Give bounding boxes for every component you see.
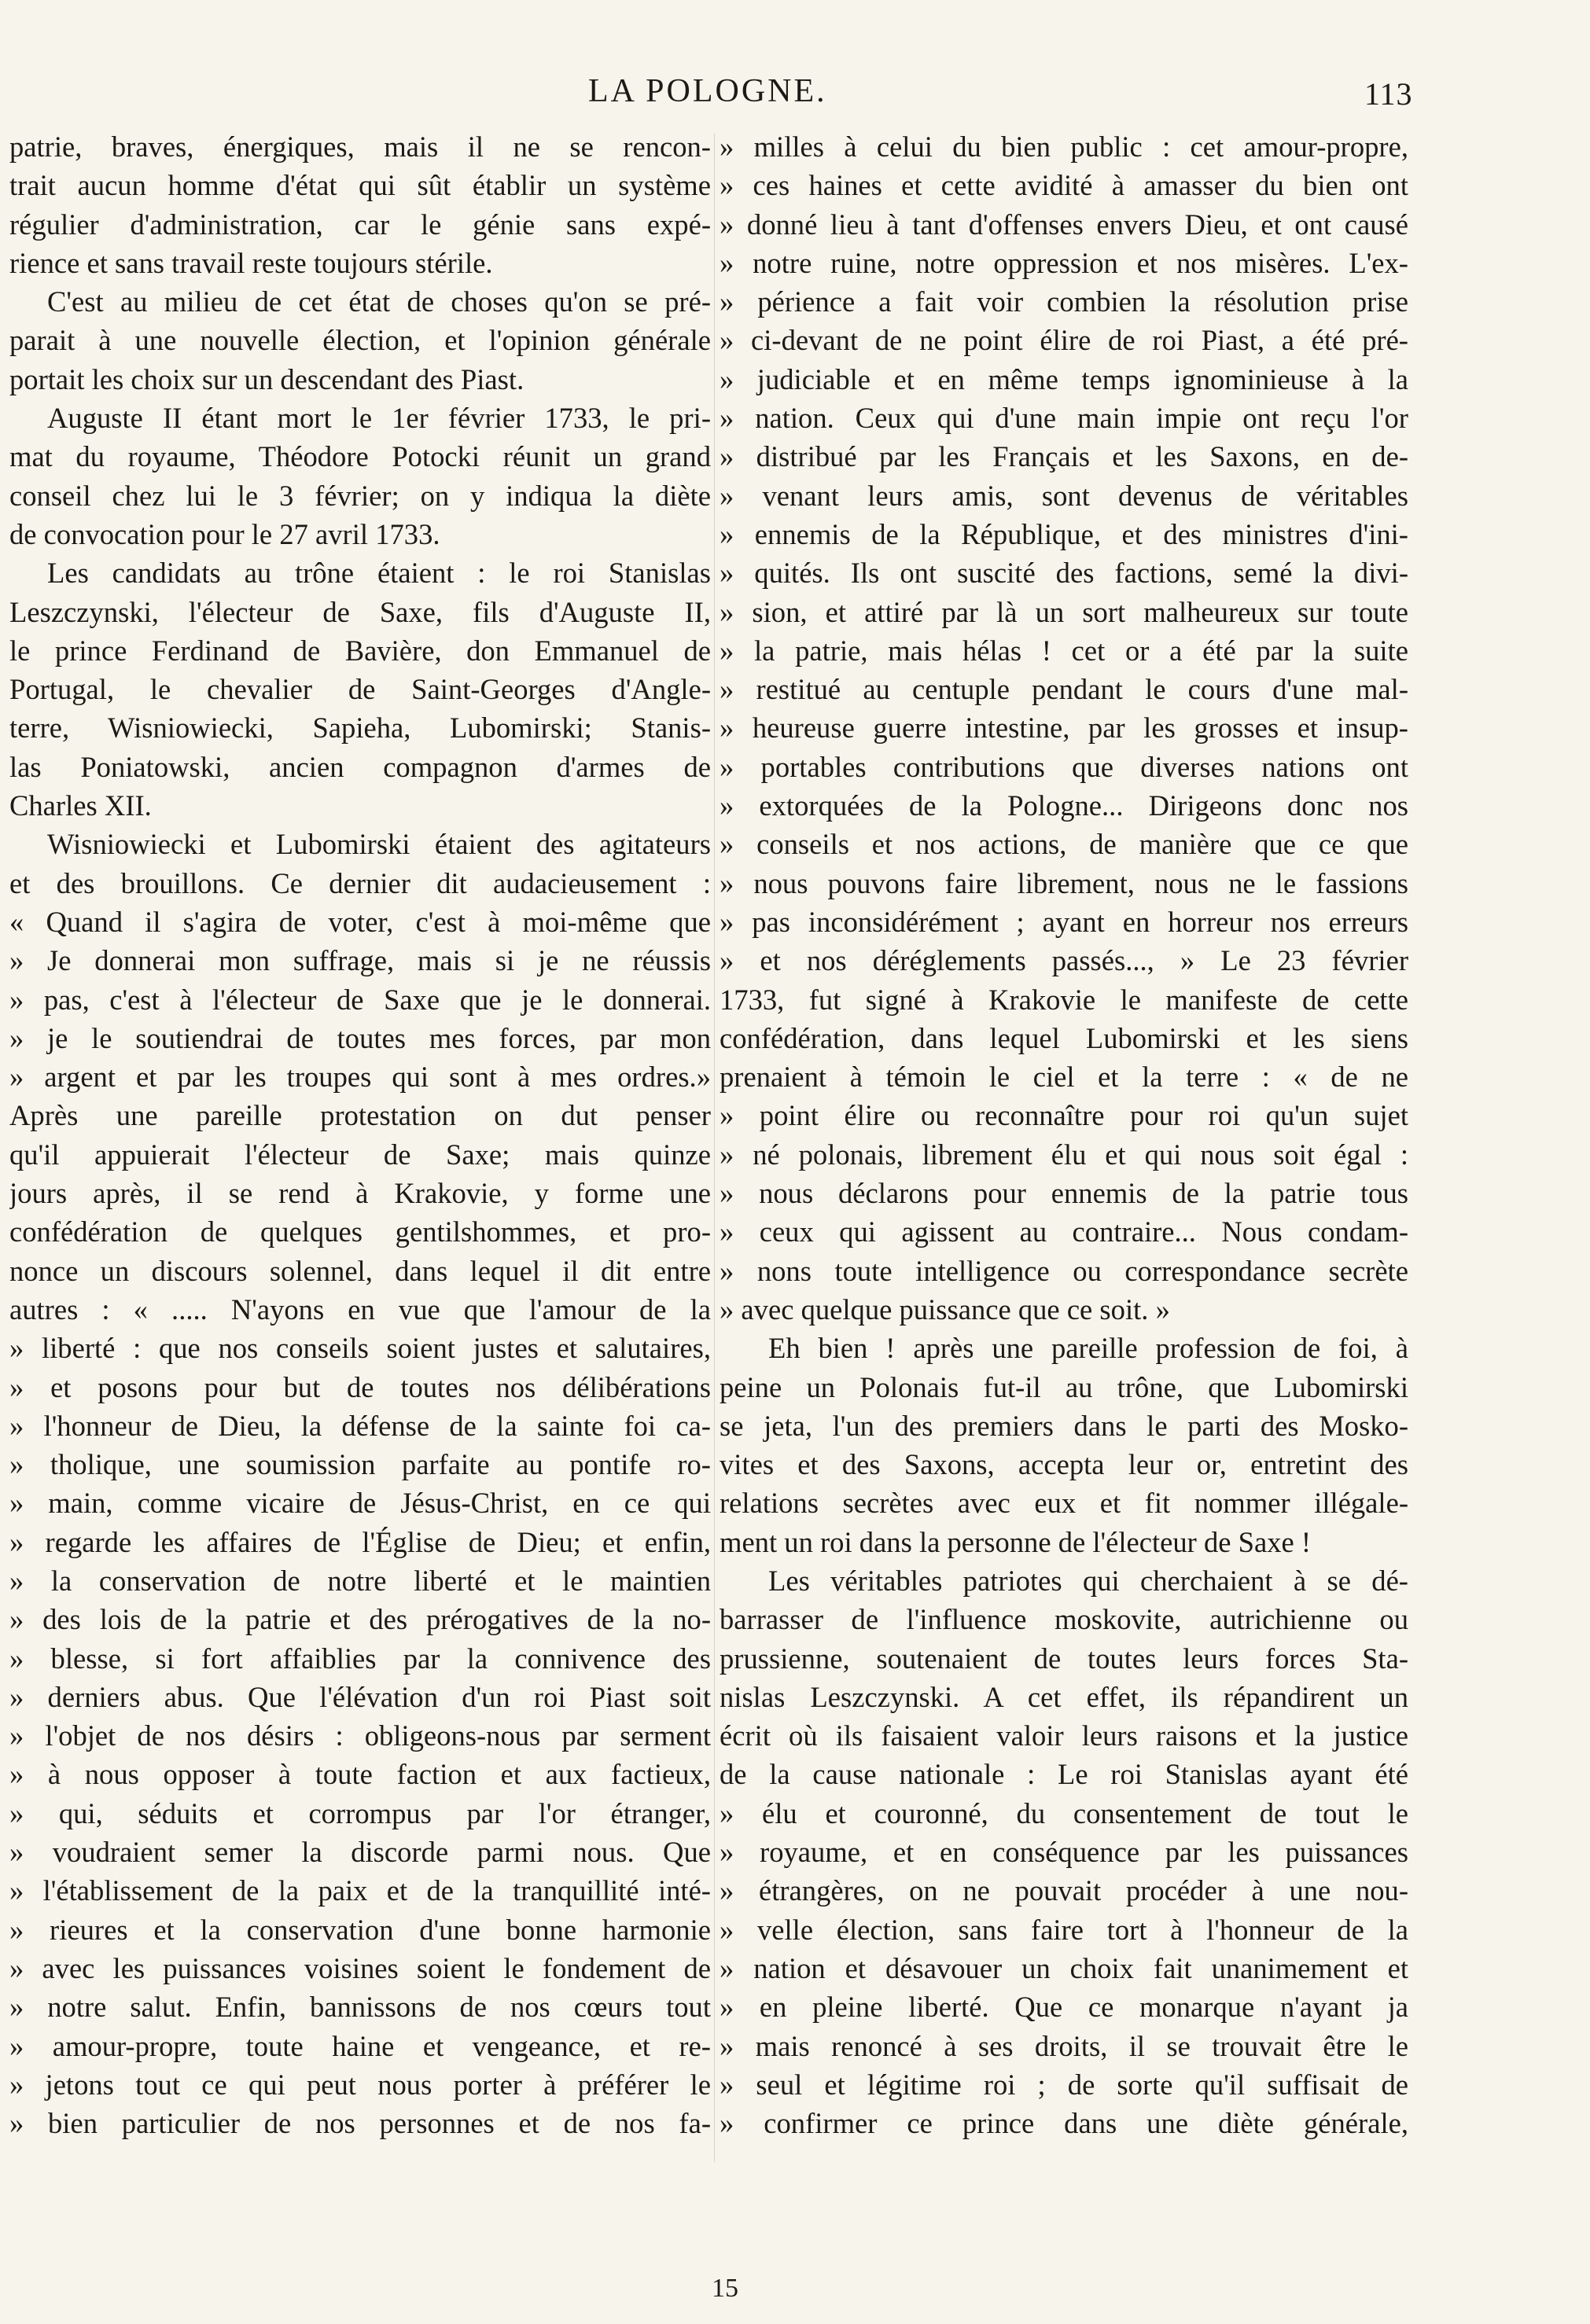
text-line: « Quand il s'agira de voter, c'est à moi-même que: [9, 905, 711, 938]
text-line: » notre ruine, notre oppression et nos misères. L'ex-: [720, 246, 1408, 279]
text-line: rience et sans travail reste toujours stérile.: [9, 246, 493, 279]
text-line: trait aucun homme d'état qui sût établir un système: [9, 169, 711, 202]
signature-mark: 15: [712, 2274, 738, 2303]
text-line: » nation et désavouer un choix fait unanimement et: [720, 1951, 1408, 1984]
text-line: » ceux qui agissent au contraire... Nous condam-: [720, 1215, 1408, 1248]
text-line: conseil chez lui le 3 février; on y indiqua la diète: [9, 479, 711, 512]
text-line: » et nos déréglements passés..., » Le 23 février: [720, 944, 1408, 977]
text-line: » élu et couronné, du consentement de tout le: [720, 1796, 1408, 1829]
text-line: Portugal, le chevalier de Saint-Georges d'Angle-: [9, 673, 711, 706]
text-line: » portables contributions que diverses nations ont: [720, 750, 1408, 783]
text-line: » nation. Ceux qui d'une main impie ont reçu l'or: [720, 402, 1408, 435]
text-line: prenaient à témoin le ciel et la terre : « de ne: [720, 1061, 1408, 1094]
text-line: » je le soutiendrai de toutes mes forces, par mon: [9, 1021, 711, 1054]
text-line: las Poniatowski, ancien compagnon d'armes de: [9, 750, 711, 783]
text-line: » voudraient semer la discorde parmi nous. Que: [9, 1836, 711, 1869]
text-line: » tholique, une soumission parfaite au pontife ro-: [9, 1448, 711, 1481]
text-line: relations secrètes avec eux et fit nommer illégale-: [720, 1487, 1408, 1520]
text-line: » l'honneur de Dieu, la défense de la sainte foi ca-: [9, 1409, 711, 1442]
text-line: ment un roi dans la personne de l'électeur de Saxe !: [720, 1525, 1312, 1558]
running-title: LA POLOGNE.: [588, 73, 827, 109]
right-column: [720, 127, 1408, 2142]
text-line: de convocation pour le 27 avril 1733.: [9, 517, 440, 550]
text-line: régulier d'administration, car le génie sans expé-: [9, 208, 711, 241]
text-line: nonce un discours solennel, dans lequel il dit entre: [9, 1254, 711, 1287]
text-line: » judiciable et en même temps ignominieuse à la: [720, 362, 1408, 395]
text-line: » regarde les affaires de l'Église de Dieu; et enfin,: [9, 1525, 711, 1558]
text-line: » sion, et attiré par là un sort malheureux sur toute: [720, 595, 1408, 628]
text-line: » restitué au centuple pendant le cours d'une mal-: [720, 673, 1408, 706]
text-line: » main, comme vicaire de Jésus-Christ, en ce qui: [9, 1487, 711, 1520]
text-line: » seul et légitime roi ; de sorte qu'il suffisait de: [720, 2068, 1408, 2101]
text-line: » amour-propre, toute haine et vengeance, et re-: [9, 2029, 711, 2062]
text-line: se jeta, l'un des premiers dans le parti des Mosko-: [720, 1409, 1408, 1442]
page-number: 113: [1364, 76, 1413, 112]
text-line: jours après, il se rend à Krakovie, y forme une: [9, 1177, 711, 1210]
text-line: » derniers abus. Que l'élévation d'un roi Piast soit: [9, 1680, 711, 1713]
text-line: Les candidats au trône étaient : le roi Stanislas: [47, 557, 711, 590]
text-line: » extorquées de la Pologne... Dirigeons donc nos: [720, 789, 1408, 822]
text-line: patrie, braves, énergiques, mais il ne se rencon-: [9, 131, 711, 163]
text-line: terre, Wisniowiecki, Sapieha, Lubomirski; Stanis-: [9, 712, 711, 745]
text-line: » ennemis de la République, et des ministres d'ini-: [720, 517, 1408, 550]
text-line: confédération de quelques gentilshommes, et pro-: [9, 1215, 711, 1248]
text-line: peine un Polonais fut-il au trône, que Lubomirski: [720, 1370, 1408, 1403]
text-line: écrit où ils faisaient valoir leurs raisons et la justice: [720, 1719, 1408, 1752]
text-line: » argent et par les troupes qui sont à mes ordres.»: [9, 1061, 711, 1094]
text-line: Auguste II étant mort le 1er février 1733, le pri-: [47, 402, 711, 435]
text-line: » ces haines et cette avidité à amasser du bien ont: [720, 169, 1408, 202]
text-line: » nous pouvons faire librement, nous ne le fassions: [720, 866, 1408, 899]
text-line: confédération, dans lequel Lubomirski et les siens: [720, 1021, 1408, 1054]
text-line: Leszczynski, l'électeur de Saxe, fils d'Auguste II,: [9, 595, 711, 628]
text-line: autres : « ..... N'ayons en vue que l'amour de la: [9, 1293, 711, 1326]
text-line: » l'établissement de la paix et de la tranquillité inté-: [9, 1874, 711, 1907]
text-line: » confirmer ce prince dans une diète générale,: [720, 2107, 1408, 2140]
text-line: » quités. Ils ont suscité des factions, semé la divi-: [720, 557, 1408, 590]
text-line: C'est au milieu de cet état de choses qu'on se pré-: [47, 285, 711, 318]
text-line: » Je donnerai mon suffrage, mais si je ne réussis: [9, 944, 711, 977]
text-line: qu'il appuierait l'électeur de Saxe; mais quinze: [9, 1138, 711, 1171]
text-line: de la cause nationale : Le roi Stanislas ayant été: [720, 1758, 1408, 1791]
text-line: » nous déclarons pour ennemis de la patrie tous: [720, 1177, 1408, 1210]
running-header: [0, 72, 1590, 127]
text-line: » ci-devant de ne point élire de roi Piast, a été pré-: [720, 324, 1408, 357]
text-line: » rieures et la conservation d'une bonne harmonie: [9, 1913, 711, 1946]
left-column: [9, 127, 711, 2142]
text-line: » royaume, et en conséquence par les puissances: [720, 1836, 1408, 1869]
text-line: portait les choix sur un descendant des Piast.: [9, 362, 524, 395]
text-line: » périence a fait voir combien la résolution prise: [720, 285, 1408, 318]
text-line: » heureuse guerre intestine, par les grosses et insup-: [720, 712, 1408, 745]
text-line: parait à une nouvelle élection, et l'opinion générale: [9, 324, 711, 357]
text-line: » liberté : que nos conseils soient justes et salutaires,: [9, 1332, 711, 1365]
text-line: et des brouillons. Ce dernier dit audacieusement :: [9, 866, 711, 899]
text-line: » né polonais, librement élu et qui nous soit égal :: [720, 1138, 1408, 1171]
text-line: nislas Leszczynski. A cet effet, ils répandirent un: [720, 1680, 1408, 1713]
text-line: » blesse, si fort affaiblies par la connivence des: [9, 1642, 711, 1675]
text-line: » avec les puissances voisines soient le fondement de: [9, 1951, 711, 1984]
text-line: vites et des Saxons, accepta leur or, entretint des: [720, 1448, 1408, 1481]
text-line: » la patrie, mais hélas ! cet or a été par la suite: [720, 634, 1408, 667]
text-line: » à nous opposer à toute faction et aux factieux,: [9, 1758, 711, 1791]
text-line: Après une pareille protestation on dut penser: [9, 1099, 711, 1132]
text-line: » bien particulier de nos personnes et de nos fa-: [9, 2107, 711, 2140]
text-line: » conseils et nos actions, de manière que ce que: [720, 828, 1408, 861]
text-line: » venant leurs amis, sont devenus de véritables: [720, 479, 1408, 512]
text-line: Wisniowiecki et Lubomirski étaient des agitateurs: [47, 828, 711, 861]
text-line: » avec quelque puissance que ce soit. »: [720, 1293, 1170, 1326]
text-line: » mais renoncé à ses droits, il se trouvait être le: [720, 2029, 1408, 2062]
text-line: barrasser de l'influence moskovite, autrichienne ou: [720, 1603, 1408, 1636]
text-line: » la conservation de notre liberté et le maintien: [9, 1564, 711, 1597]
text-line: Charles XII.: [9, 789, 152, 822]
text-line: prussienne, soutenaient de toutes leurs forces Sta-: [720, 1642, 1408, 1675]
text-line: 1733, fut signé à Krakovie le manifeste de cette: [720, 983, 1408, 1016]
text-line: » point élire ou reconnaître pour roi qu'un sujet: [720, 1099, 1408, 1132]
text-line: le prince Ferdinand de Bavière, don Emmanuel de: [9, 634, 711, 667]
text-line: » velle élection, sans faire tort à l'honneur de la: [720, 1913, 1408, 1946]
text-line: » en pleine liberté. Que ce monarque n'ayant ja: [720, 1991, 1408, 2024]
text-line: » qui, séduits et corrompus par l'or étranger,: [9, 1796, 711, 1829]
text-line: Eh bien ! après une pareille profession de foi, à: [768, 1332, 1408, 1365]
text-line: » notre salut. Enfin, bannissons de nos cœurs tout: [9, 1991, 711, 2024]
text-line: » nons toute intelligence ou correspondance secrète: [720, 1254, 1408, 1287]
text-line: » pas inconsidérément ; ayant en horreur nos erreurs: [720, 905, 1408, 938]
text-line: mat du royaume, Théodore Potocki réunit un grand: [9, 440, 711, 473]
text-line: » milles à celui du bien public : cet amour-propre,: [720, 131, 1408, 163]
column-divider: [714, 134, 715, 2162]
text-line: » donné lieu à tant d'offenses envers Dieu, et ont causé: [720, 208, 1408, 241]
text-line: » et posons pour but de toutes nos délibérations: [9, 1370, 711, 1403]
text-line: Les véritables patriotes qui cherchaient à se dé-: [768, 1564, 1408, 1597]
text-line: » jetons tout ce qui peut nous porter à préférer le: [9, 2068, 711, 2101]
text-line: » l'objet de nos désirs : obligeons-nous par serment: [9, 1719, 711, 1752]
text-line: » distribué par les Français et les Saxons, en de-: [720, 440, 1408, 473]
text-line: » pas, c'est à l'électeur de Saxe que je le donnerai.: [9, 983, 711, 1016]
text-line: » étrangères, on ne pouvait procéder à une nou-: [720, 1874, 1408, 1907]
text-line: » des lois de la patrie et des prérogatives de la no-: [9, 1603, 711, 1636]
